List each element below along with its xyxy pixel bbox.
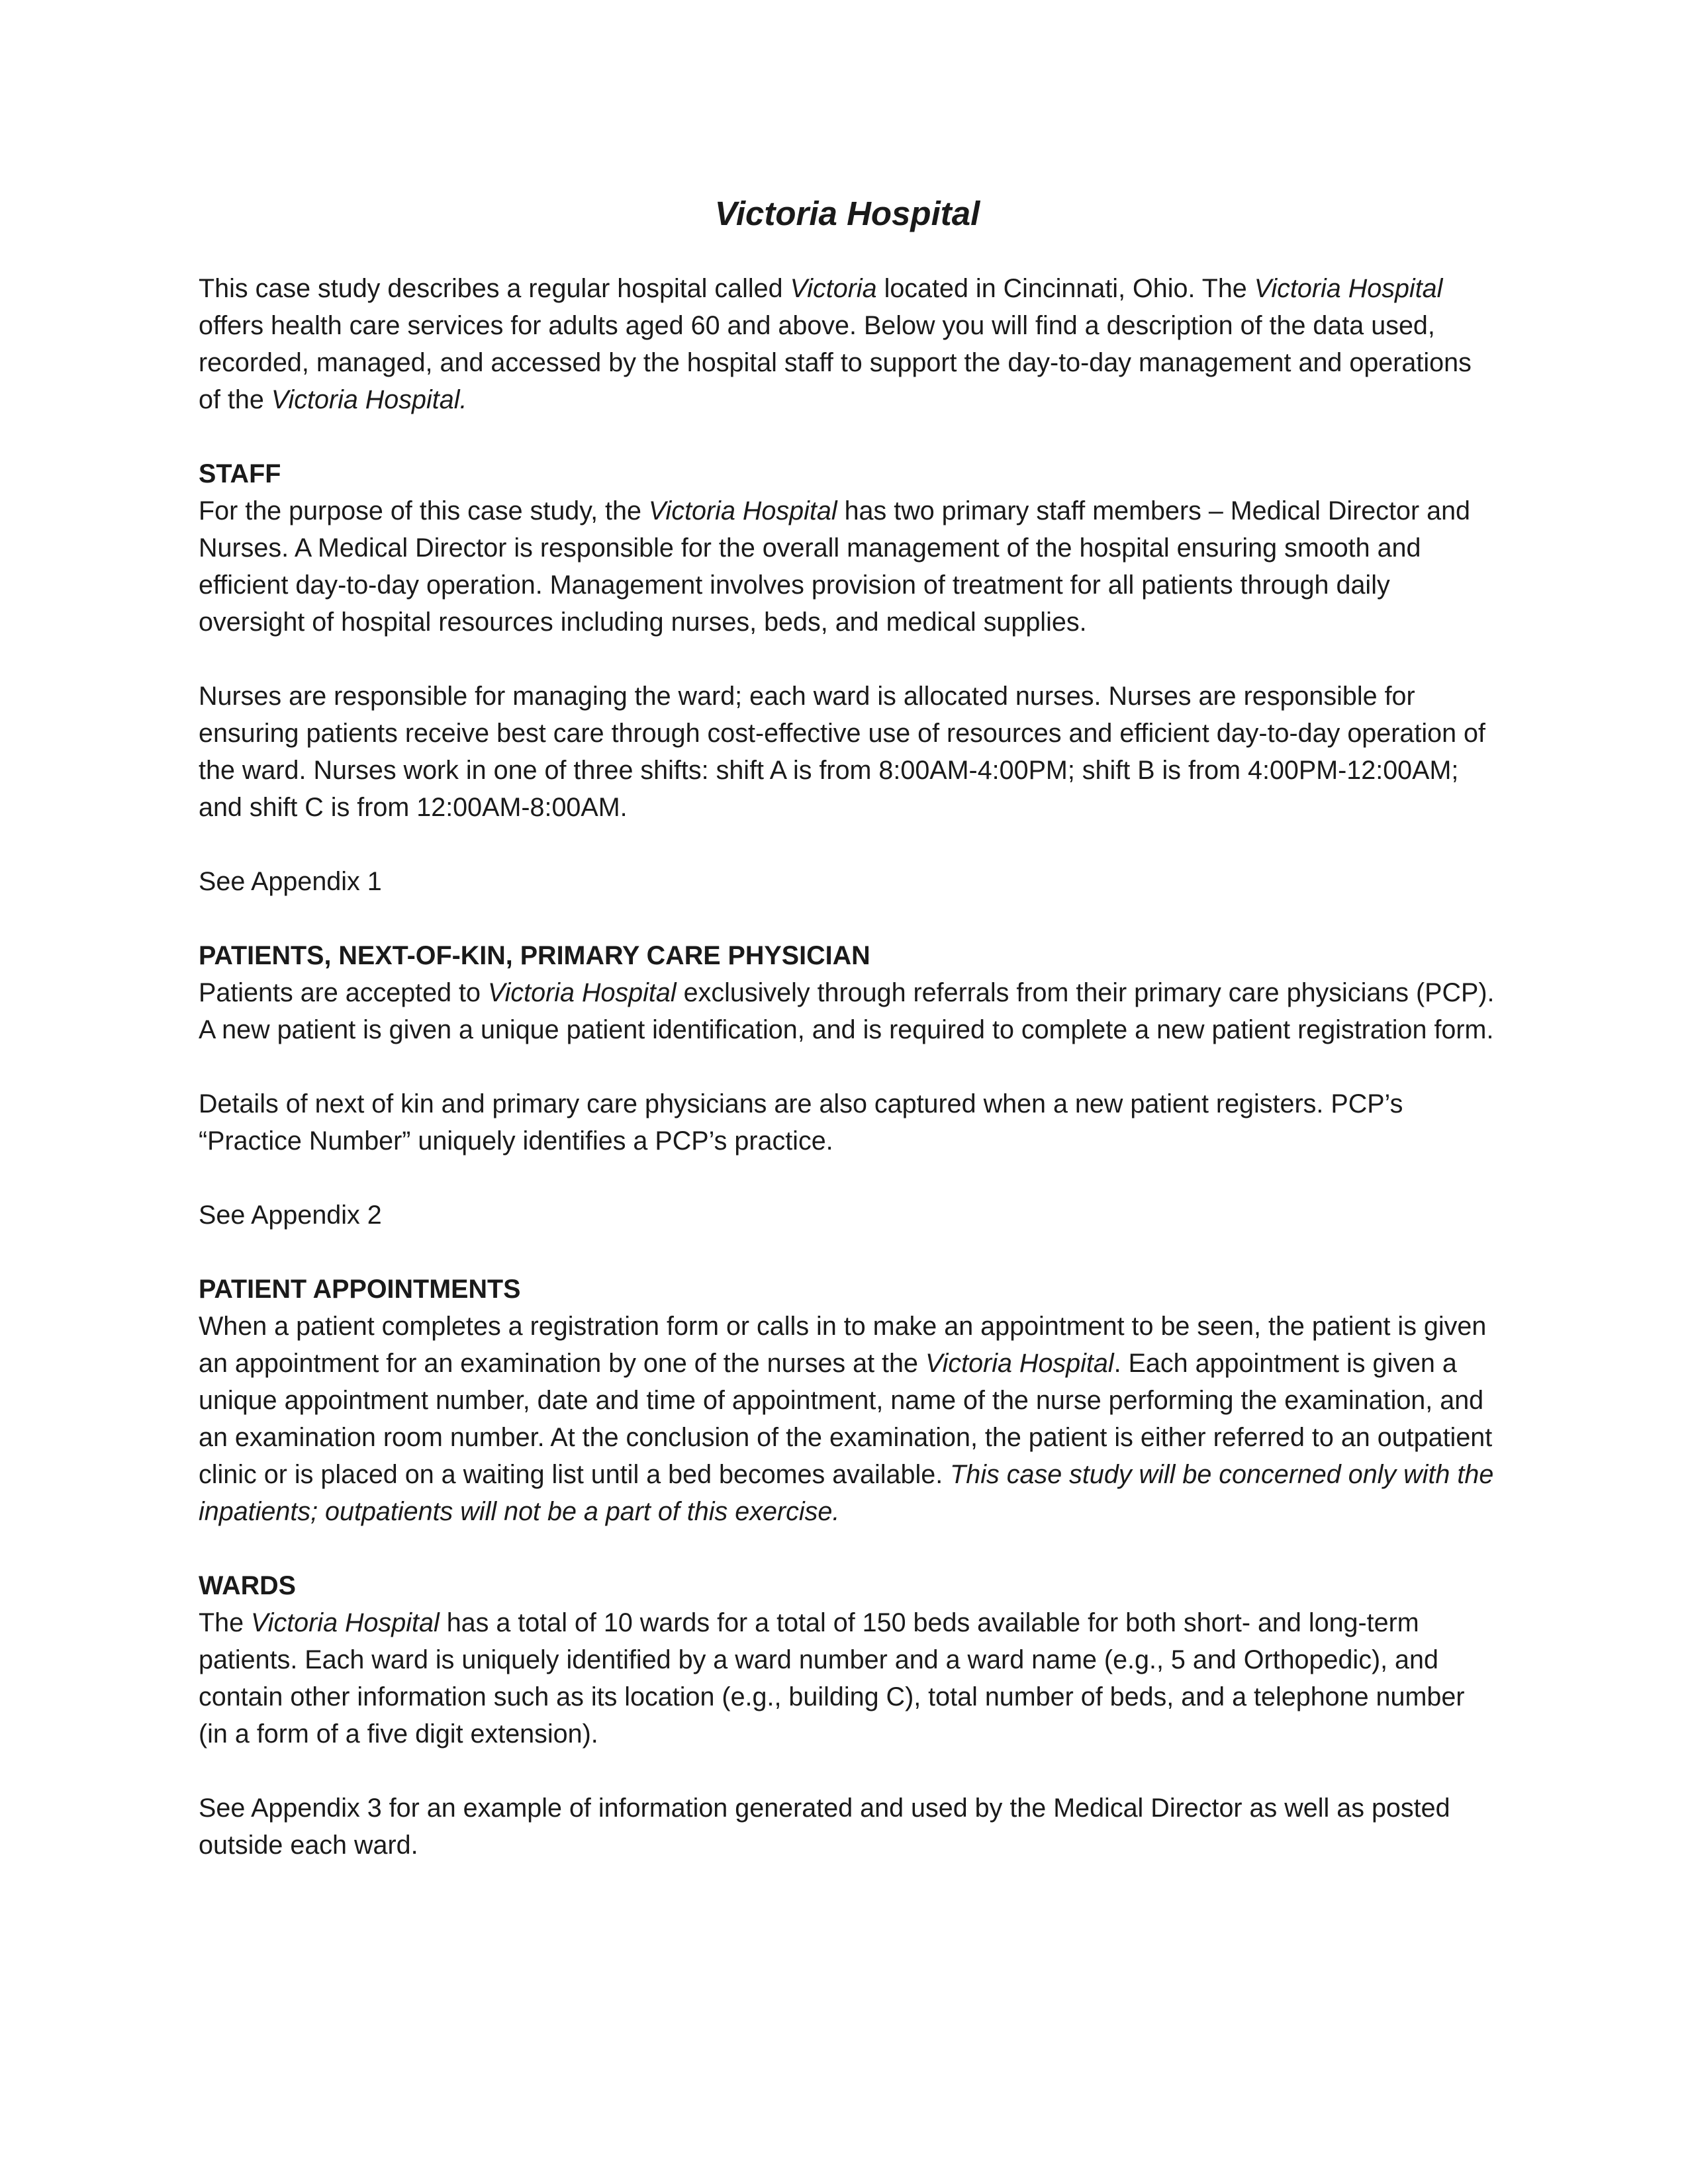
staff-appendix-reference: See Appendix 1 bbox=[199, 867, 382, 897]
wards-section bbox=[199, 1567, 1496, 1864]
patients-paragraph-2: Details of next of kin and primary care physicians are also captured when a new patient registers. PCP’s “Practice Number” uniquely identifies a PCP’s practice. bbox=[199, 1089, 1403, 1156]
staff-paragraph-1: For the purpose of this case study, the Victoria Hospital has two primary staff members – Medical Director and Nurses. A Medical Director is responsible for the overall management of the hospital ensuring smooth and efficient day-to-day operation. Management involves provision of treatment for all patients through daily oversight of hospital resources including nurses, beds, and medical supplies. bbox=[199, 496, 1470, 637]
appointments-heading: PATIENT APPOINTMENTS bbox=[199, 1275, 521, 1304]
patients-section bbox=[199, 937, 1496, 1234]
staff-section bbox=[199, 455, 1496, 900]
appointments-section bbox=[199, 1271, 1496, 1530]
patients-paragraph-1: Patients are accepted to Victoria Hospital exclusively through referrals from their primary care physicians (PCP). A new patient is given a unique patient identification, and is required to complete a new patient registration form. bbox=[199, 978, 1495, 1045]
wards-paragraph-1: The Victoria Hospital has a total of 10 wards for a total of 150 beds available for both short- and long-term patients. Each ward is uniquely identified by a ward number and a ward name (e.g., 5 and Orthopedic), and contain other information such as its location (e.g., building C), total number of beds, and a telephone number (in a form of a five digit extension). bbox=[199, 1608, 1465, 1749]
document-title: Victoria Hospital bbox=[714, 195, 980, 232]
wards-heading: WARDS bbox=[199, 1571, 297, 1601]
patients-heading: PATIENTS, NEXT-OF-KIN, PRIMARY CARE PHYSICIAN bbox=[199, 941, 870, 971]
intro-paragraph: This case study describes a regular hospital called Victoria located in Cincinnati, Ohio. The Victoria Hospital offers health care services for adults aged 60 and above. Below you will find a description of the data used, recorded, managed, and accessed by the hospital staff to support the day-to-day management and operations of the Victoria Hospital. bbox=[199, 274, 1472, 415]
document-page bbox=[199, 192, 1496, 1901]
staff-heading: STAFF bbox=[199, 459, 281, 489]
patients-appendix-reference: See Appendix 2 bbox=[199, 1201, 382, 1230]
staff-paragraph-2: Nurses are responsible for managing the ward; each ward is allocated nurses. Nurses are responsible for ensuring patients receive best care through cost-effective use of resources and efficient day-to-day operation of the ward. Nurses work in one of three shifts: shift A is from 8:00AM-4:00PM; shift B is from 4:00PM-12:00AM; and shift C is from 12:00AM-8:00AM. bbox=[199, 682, 1485, 823]
appointments-paragraph: When a patient completes a registration form or calls in to make an appointment to be seen, the patient is given an appointment for an examination by one of the nurses at the Victoria Hospital. Each appointment is given a unique appointment number, date and time of appointment, name of the nurse performing the examination, and an examination room number. At the conclusion of the examination, the patient is either referred to an outpatient clinic or is placed on a waiting list until a bed becomes available. This case study will be concerned only with the inpatients; outpatients will not be a part of this exercise. bbox=[199, 1312, 1494, 1527]
wards-appendix-reference: See Appendix 3 for an example of information generated and used by the Medical Director as well as posted outside each ward. bbox=[199, 1794, 1450, 1860]
